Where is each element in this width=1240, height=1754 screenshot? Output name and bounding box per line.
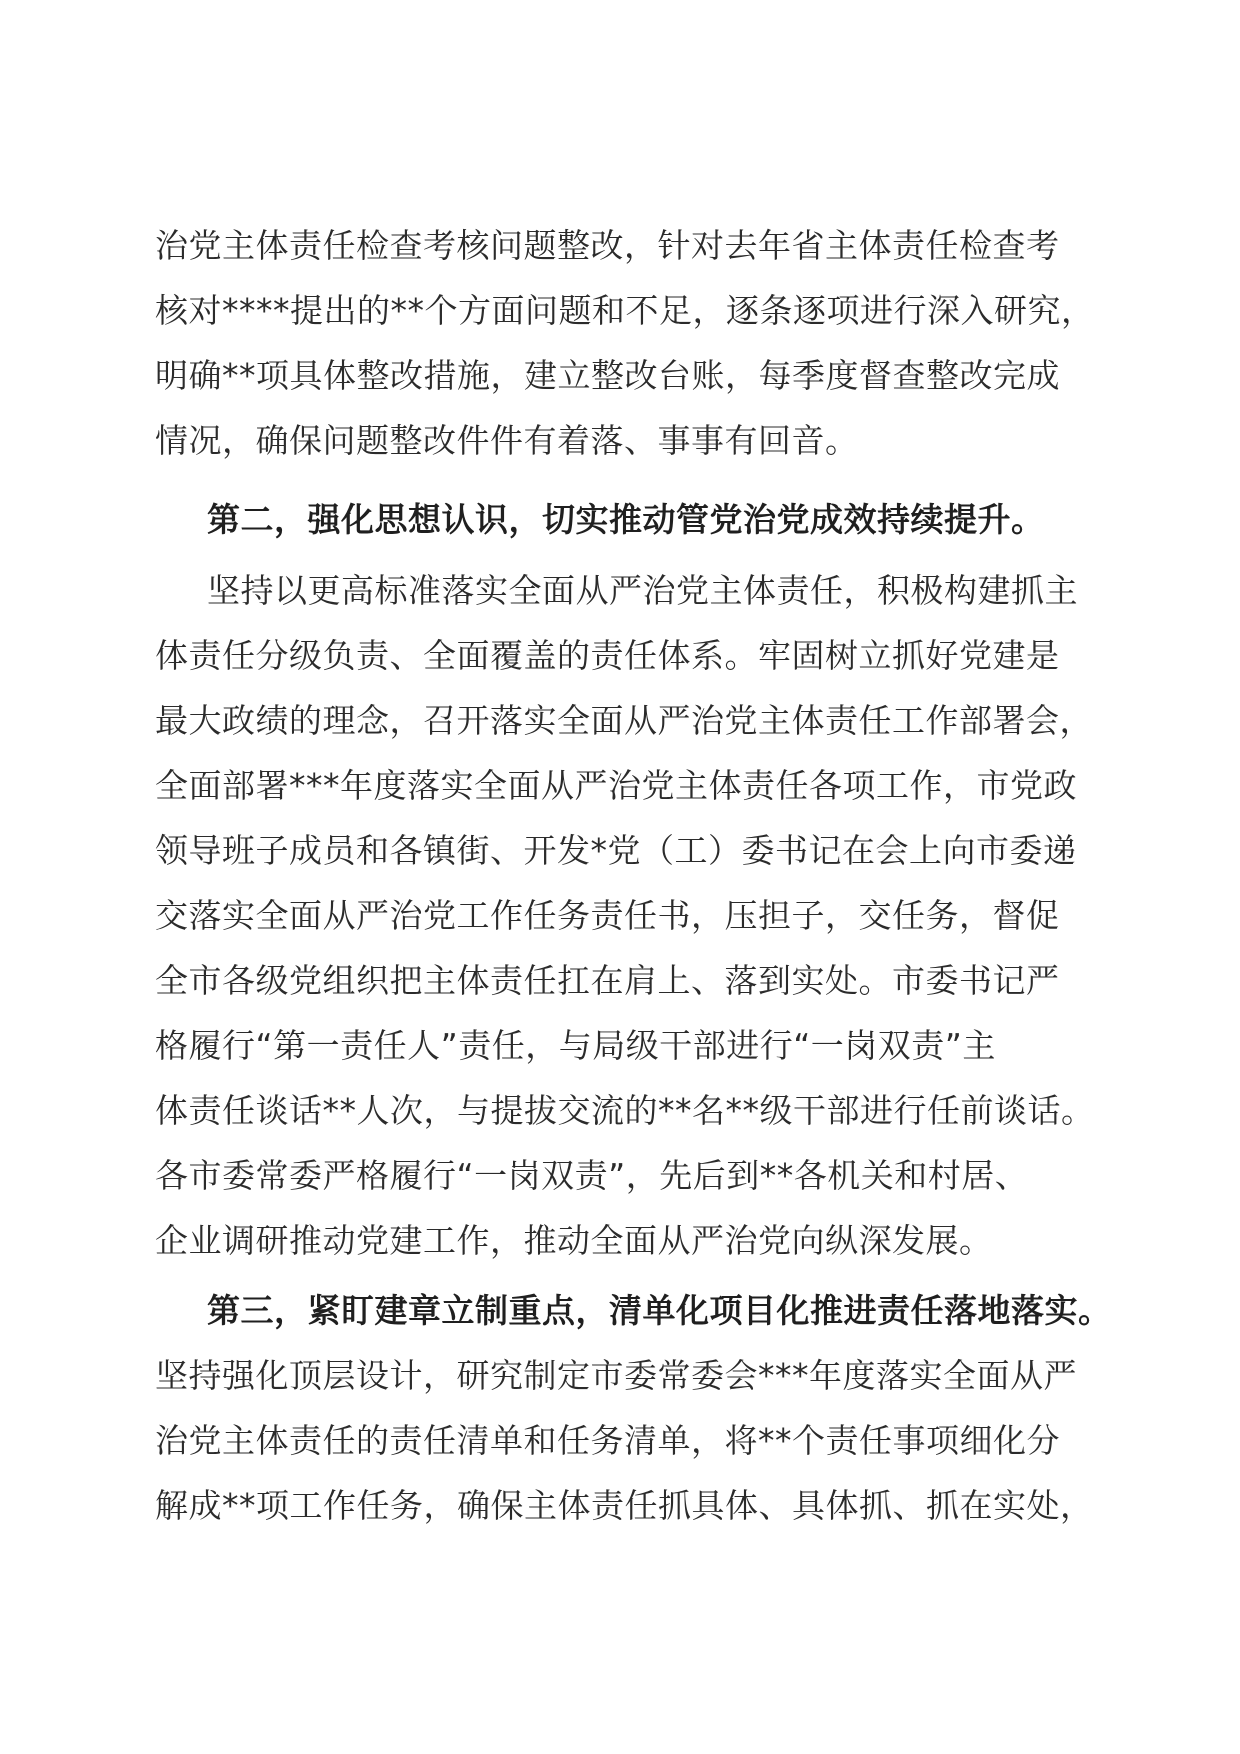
text-line: 格履行“第一责任人”责任，与局级干部进行“一岗双责”主 (155, 1026, 996, 1065)
text-line: 治党主体责任检查考核问题整改，针对去年省主体责任检查考 (155, 226, 1060, 265)
text-line: 情况，确保问题整改件件有着落、事事有回音。 (155, 421, 859, 460)
text-line: 领导班子成员和各镇街、开发*党（工）委书记在会上向市委递 (155, 831, 1077, 870)
section-heading: 第二，强化思想认识，切实推动管党治党成效持续提升。 (207, 500, 1045, 539)
text-line: 交落实全面从严治党工作任务责任书，压担子，交任务，督促 (155, 896, 1060, 935)
text-line: 明确**项具体整改措施，建立整改台账，每季度督查整改完成 (155, 356, 1060, 395)
text-line: 治党主体责任的责任清单和任务清单，将**个责任事项细化分 (155, 1421, 1060, 1460)
text-line: 各市委常委严格履行“一岗双责”，先后到**各机关和村居、 (155, 1156, 1029, 1195)
text-line: 全市各级党组织把主体责任扛在肩上、落到实处。市委书记严 (155, 961, 1060, 1000)
text-line: 企业调研推动党建工作，推动全面从严治党向纵深发展。 (155, 1221, 993, 1260)
text-line: 坚持以更高标准落实全面从严治党主体责任，积极构建抓主 (207, 571, 1078, 610)
text-line: 最大政绩的理念，召开落实全面从严治党主体责任工作部署会， (155, 701, 1093, 740)
text-line: 体责任分级负责、全面覆盖的责任体系。牢固树立抓好党建是 (155, 636, 1060, 675)
text-line: 全面部署***年度落实全面从严治党主体责任各项工作，市党政 (155, 766, 1077, 805)
text-line: 解成**项工作任务，确保主体责任抓具体、具体抓、抓在实处， (155, 1486, 1094, 1525)
text-line: 坚持强化顶层设计，研究制定市委常委会***年度落实全面从严 (155, 1356, 1077, 1395)
text-line: 体责任谈话**人次，与提拔交流的**名**级干部进行任前谈话。 (155, 1091, 1095, 1130)
text-line: 核对****提出的**个方面问题和不足，逐条逐项进行深入研究， (155, 291, 1095, 330)
section-heading: 第三，紧盯建章立制重点，清单化项目化推进责任落地落实。 (207, 1291, 1112, 1330)
